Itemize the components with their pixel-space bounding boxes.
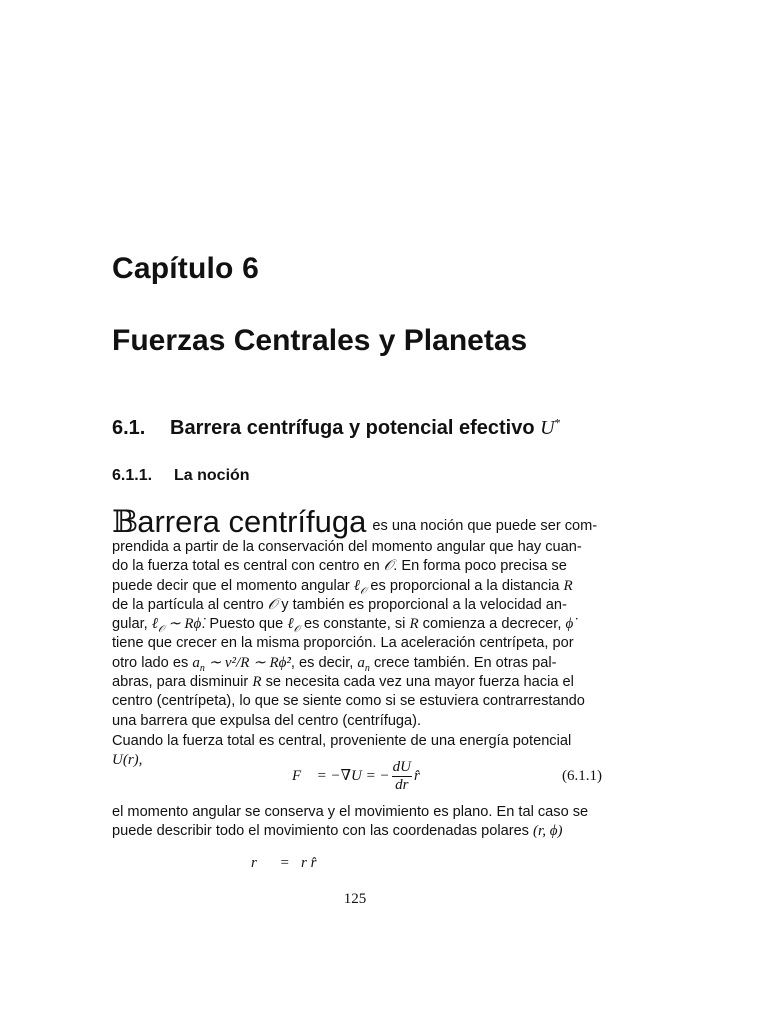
paragraph-line: otro lado es $a_n$ ∼ v²/R ∼ Rϕ̇², es decir, $a_n$ crece también. En otras pal- xyxy=(112,654,557,674)
body-paragraph-3 xyxy=(112,803,602,842)
subsection-number: 6.1.1. xyxy=(112,467,153,484)
paragraph-line: gular, ℓ$_𝒪$ ∼ Rϕ̇. Puesto que ℓ$_𝒪$ es constante, si R comienza a decrecer, ϕ̇ xyxy=(112,616,574,636)
equation-expression: F⃗ = −∇U = − $\frac{dU}{dr}$ r̂ xyxy=(292,759,420,793)
chapter-title: Fuerzas Centrales y Planetas xyxy=(112,324,528,357)
paragraph-line: puede decir que el momento angular ℓ$_𝒪$ es proporcional a la distancia R xyxy=(112,577,573,597)
body-paragraph-1 xyxy=(112,506,602,731)
section-heading xyxy=(112,417,561,440)
paragraph-line: prendida a partir de la conservación del momento angular que hay cuan- xyxy=(112,539,582,555)
paragraph-line: una barrera que expulsa del centro (centrífuga). xyxy=(112,712,422,729)
section-symbol: U* xyxy=(540,415,561,439)
subsection-title: La noción xyxy=(174,467,250,484)
equation-fraction: $\frac{dU}{dr}$ xyxy=(392,759,411,793)
paragraph-line: puede describir todo el movimiento con las coordenadas polares (r, ϕ) xyxy=(112,823,563,840)
paragraph-line: tiene que crecer en la misma proporción. La aceleración centrípeta, por xyxy=(112,635,574,652)
paragraph-line: de la partícula al centro 𝒪 y también es proporcional a la velocidad an- xyxy=(112,596,567,613)
potential-symbol: U(r), xyxy=(112,752,143,769)
chapter-label: Capítulo 6 xyxy=(112,252,260,285)
page-number: 125 xyxy=(343,891,367,907)
paragraph-line: abras, para disminuir R se necesita cada vez una mayor fuerza hacia el xyxy=(112,674,574,691)
paragraph-line: el momento angular se conserva y el movimiento es plano. En tal caso se xyxy=(112,804,589,820)
paragraph-line: 𝔹arrera centrífuga es una noción que puede ser com- xyxy=(112,504,598,540)
body-paragraph-2: Cuando la fuerza total es central, proveniente de una energía potencial U(r), xyxy=(112,733,572,769)
equation-6-1-1 xyxy=(112,757,602,797)
equation-number: (6.1.1) xyxy=(562,768,602,784)
section-title: Barrera centrífuga y potencial efectivo xyxy=(170,417,535,439)
paragraph-line: do la fuerza total es central con centro en 𝒪. En forma poco precisa se xyxy=(112,558,567,575)
section-number: 6.1. xyxy=(112,417,146,439)
subsection-heading xyxy=(112,467,250,485)
drop-cap-phrase: 𝔹arrera centrífuga xyxy=(112,504,367,540)
paragraph-line: centro (centrípeta), lo que se siente como si se estuviera contrarrestando xyxy=(112,693,585,710)
equation-position-vector: r⃗ = r r̂ xyxy=(251,855,317,871)
